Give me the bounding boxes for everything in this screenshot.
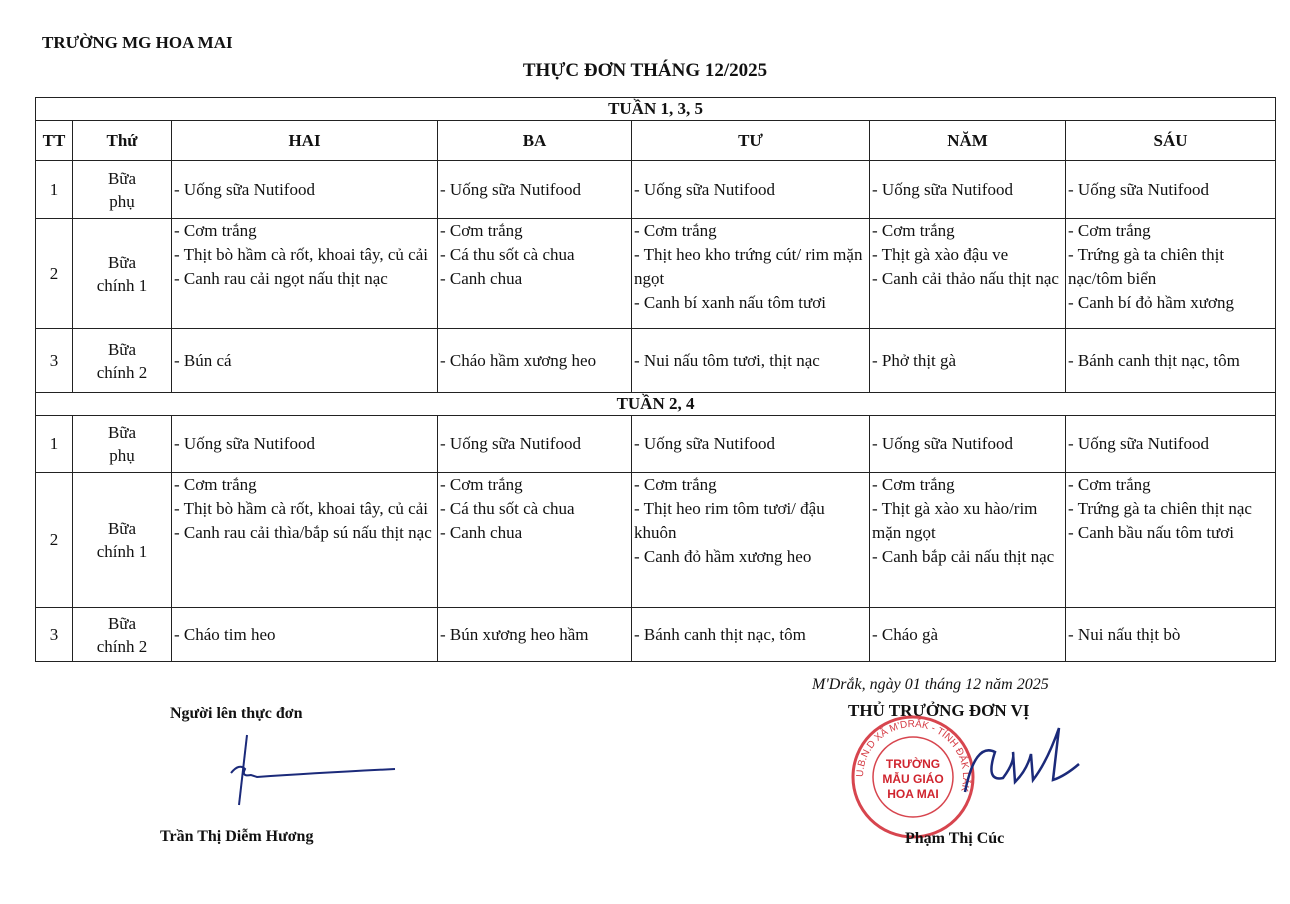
svg-text:MẪU GIÁO: MẪU GIÁO (882, 772, 944, 786)
meal-name: Bữa phụ (73, 416, 172, 473)
col-nam: NĂM (870, 121, 1066, 161)
svg-text:HOA MAI: HOA MAI (887, 787, 939, 801)
dish-cell: - Cơm trắng - Cá thu sốt cà chua - Canh chua (438, 219, 632, 329)
row-number: 1 (36, 416, 73, 473)
dish-cell: - Cơm trắng - Thịt bò hầm cà rốt, khoai tây, củ cải - Canh rau cải thìa/bắp sú nấu thịt nạc (172, 473, 438, 608)
col-thu: Thứ (73, 121, 172, 161)
dish-cell: - Uống sữa Nutifood (1066, 161, 1276, 219)
place-date: M'Drắk, ngày 01 tháng 12 năm 2025 (812, 676, 1049, 693)
dish-cell: - Bún cá (172, 329, 438, 393)
table-row (36, 473, 1276, 608)
dish-cell: - Cháo tim heo (172, 608, 438, 662)
week-header-1: TUẦN 1, 3, 5 (36, 98, 1276, 121)
table-row (36, 329, 1276, 393)
dish-cell: - Uống sữa Nutifood (438, 161, 632, 219)
col-hai: HAI (172, 121, 438, 161)
dish-cell: - Cơm trắng - Thịt gà xào đậu ve - Canh cải thảo nấu thịt nạc (870, 219, 1066, 329)
row-number: 1 (36, 161, 73, 219)
meal-name: Bữa chính 2 (73, 608, 172, 662)
dish-cell: - Bánh canh thịt nạc, tôm (632, 608, 870, 662)
dish-cell: - Cơm trắng - Trứng gà ta chiên thịt nạc/tôm biển - Canh bí đỏ hầm xương (1066, 219, 1276, 329)
col-tu: TƯ (632, 121, 870, 161)
table-row (36, 219, 1276, 329)
dish-cell: - Cơm trắng - Thịt bò hầm cà rốt, khoai tây, củ cải - Canh rau cải ngọt nấu thịt nạc (172, 219, 438, 329)
dish-cell: - Cháo gà (870, 608, 1066, 662)
dish-cell: - Nui nấu tôm tươi, thịt nạc (632, 329, 870, 393)
dish-cell: - Uống sữa Nutifood (1066, 416, 1276, 473)
dish-cell: - Cơm trắng - Thịt heo rim tôm tươi/ đậu khuôn - Canh đỏ hầm xương heo (632, 473, 870, 608)
col-tt: TT (36, 121, 73, 161)
dish-cell: - Nui nấu thịt bò (1066, 608, 1276, 662)
table-row (36, 416, 1276, 473)
dish-cell: - Phở thịt gà (870, 329, 1066, 393)
svg-text:TRƯỜNG: TRƯỜNG (885, 757, 941, 771)
dish-cell: - Cơm trắng - Trứng gà ta chiên thịt nạc - Canh bầu nấu tôm tươi (1066, 473, 1276, 608)
school-name: TRƯỜNG MG HOA MAI (42, 33, 233, 52)
dish-cell: - Cháo hầm xương heo (438, 329, 632, 393)
dish-cell: - Uống sữa Nutifood (172, 416, 438, 473)
table-row (36, 608, 1276, 662)
head-name: Phạm Thị Cúc (905, 830, 1005, 847)
column-header-row (36, 121, 1276, 161)
creator-signature (225, 733, 405, 813)
creator-role: Người lên thực đơn (170, 705, 303, 722)
dish-cell: - Cơm trắng - Cá thu sốt cà chua - Canh chua (438, 473, 632, 608)
table-row (36, 161, 1276, 219)
dish-cell: - Uống sữa Nutifood (172, 161, 438, 219)
col-sau: SÁU (1066, 121, 1276, 161)
dish-cell: - Uống sữa Nutifood (438, 416, 632, 473)
meal-name: Bữa phụ (73, 161, 172, 219)
dish-cell: - Uống sữa Nutifood (632, 161, 870, 219)
dish-cell: - Cơm trắng - Thịt gà xào xu hào/rim mặn ngọt - Canh bắp cải nấu thịt nạc (870, 473, 1066, 608)
row-number: 2 (36, 473, 73, 608)
week-header-2: TUẦN 2, 4 (36, 393, 1276, 416)
page-title: THỰC ĐƠN THÁNG 12/2025 (522, 60, 768, 81)
row-number: 2 (36, 219, 73, 329)
dish-cell: - Bún xương heo hầm (438, 608, 632, 662)
meal-name: Bữa chính 2 (73, 329, 172, 393)
meal-name: Bữa chính 1 (73, 219, 172, 329)
dish-cell: - Uống sữa Nutifood (632, 416, 870, 473)
dish-cell: - Uống sữa Nutifood (870, 416, 1066, 473)
svg-text:U.B.N.D XÃ M'DRẮK - TỈNH ĐẮK L: U.B.N.D XÃ M'DRẮK - TỈNH ĐẮK LẮK (854, 718, 972, 793)
menu-table (35, 97, 1276, 662)
dish-cell: - Bánh canh thịt nạc, tôm (1066, 329, 1276, 393)
creator-name: Trần Thị Diễm Hương (160, 828, 314, 845)
head-title: THỦ TRƯỞNG ĐƠN VỊ (848, 701, 1030, 720)
row-number: 3 (36, 329, 73, 393)
dish-cell: - Cơm trắng - Thịt heo kho trứng cút/ rim mặn ngọt - Canh bí xanh nấu tôm tươi (632, 219, 870, 329)
head-signature (955, 722, 1095, 802)
col-ba: BA (438, 121, 632, 161)
dish-cell: - Uống sữa Nutifood (870, 161, 1066, 219)
row-number: 3 (36, 608, 73, 662)
meal-name: Bữa chính 1 (73, 473, 172, 608)
